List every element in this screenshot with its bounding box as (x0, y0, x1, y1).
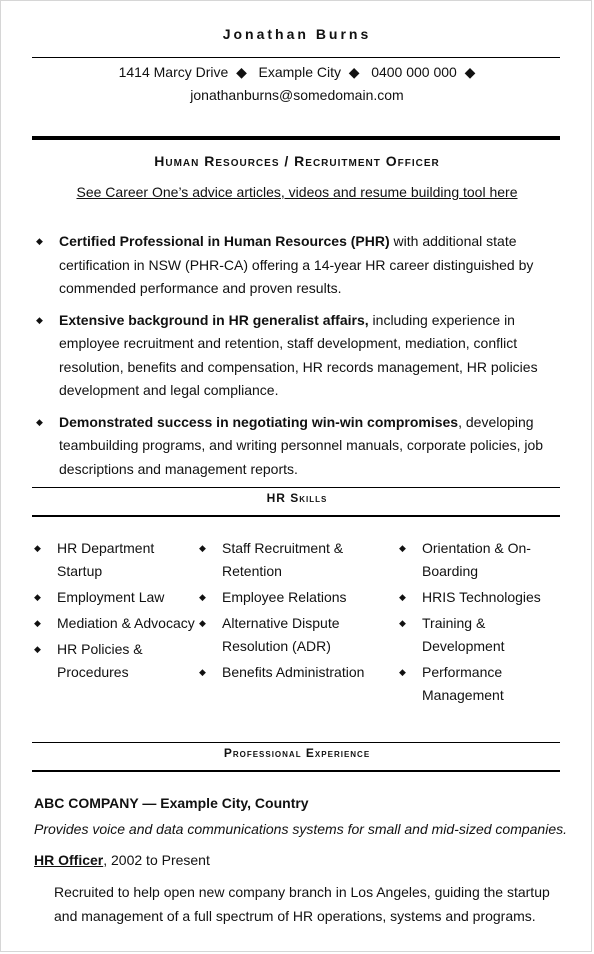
summary-text: , developing teambuilding programs, and writing personnel manuals, corporate policies, job descriptions and management reports. (59, 413, 544, 477)
skill-item: ◆ Staff Recruitment & Retention (199, 537, 399, 583)
skill-item: ◆ HRIS Technologies (399, 586, 554, 609)
skill-item: ◆ Alternative Dispute Resolution (ADR) (199, 612, 399, 658)
skills-column (399, 537, 554, 710)
summary-highlight: Demonstrated success in negotiating win-win compromises (59, 413, 459, 430)
role-title: HR Officer (34, 852, 104, 868)
skill-item: ◆ Benefits Administration (199, 661, 399, 684)
company-name: ABC COMPANY — Example City, Country (34, 795, 309, 811)
skills-bottom-rule (32, 515, 560, 517)
skill-item: ◆ Employee Relations (199, 586, 399, 609)
summary-list (36, 230, 561, 489)
thick-divider (32, 136, 560, 140)
summary-text: including experience in employee recruitment and retention, staff development, mediation, conflict resolution, benefits and compensation, HR records management, HR policies development and legal compliance. (59, 311, 538, 398)
bullet-icon: ◆ (199, 667, 206, 677)
skills-column (34, 537, 199, 710)
contact-address (1, 64, 592, 81)
role-dates: , 2002 to Present (103, 852, 210, 868)
email-address: jonathanburns@somedomain.com (190, 87, 404, 103)
diamond-icon: ◆ (344, 64, 368, 80)
experience-heading: Professional Experience (223, 746, 371, 760)
skills-column (199, 537, 399, 710)
summary-item (36, 309, 561, 403)
bullet-icon: ◆ (199, 618, 206, 628)
bullet-icon: ◆ (34, 592, 41, 602)
bullet-icon: ◆ (399, 543, 406, 553)
skill-item: ◆ Orientation & On-Boarding (399, 537, 554, 583)
summary-highlight: Extensive background in HR generalist affairs, (59, 311, 369, 328)
skill-item: ◆ Training & Development (399, 612, 554, 658)
phone-number: 0400 000 000 (371, 64, 457, 80)
city: Example City (258, 64, 341, 80)
bullet-icon: ◆ (399, 592, 406, 602)
company-description: Provides voice and data communications systems for small and mid-sized companies. (34, 821, 568, 837)
skills-grid (34, 537, 554, 710)
diamond-icon: ◆ (232, 64, 255, 80)
skill-item: ◆ Mediation & Advocacy (34, 612, 199, 635)
bullet-icon: ◆ (36, 314, 43, 325)
skills-heading: HR Skills (266, 491, 328, 505)
summary-item (36, 230, 561, 301)
summary-highlight: Certified Professional in Human Resources (PHR) (59, 233, 390, 249)
bullet-icon: ◆ (36, 416, 43, 427)
bullet-icon: ◆ (36, 236, 43, 246)
experience-bottom-rule (32, 770, 560, 772)
role-responsibility: Recruited to help open new company branch in Los Angeles, guiding the startup and management of a full spectrum of HR operations, systems and programs. (54, 884, 550, 924)
bullet-icon: ◆ (34, 644, 41, 654)
bullet-icon: ◆ (399, 667, 406, 677)
role-line (34, 852, 210, 868)
skill-item: ◆ HR Department Startup (34, 537, 199, 583)
bullet-icon: ◆ (34, 543, 41, 553)
skill-item: ◆ Employment Law (34, 586, 199, 609)
summary-item (36, 411, 561, 482)
candidate-name: Jonathan Burns (222, 26, 372, 42)
skill-item: ◆ Performance Management (399, 661, 554, 707)
bullet-icon: ◆ (34, 618, 41, 628)
bullet-icon: ◆ (199, 592, 206, 602)
skill-item: ◆ HR Policies & Procedures (34, 638, 199, 684)
street-address: 1414 Marcy Drive (118, 64, 229, 80)
job-title: Human Resources / Recruitment Officer (154, 153, 440, 169)
bullet-icon: ◆ (399, 618, 406, 628)
experience-top-rule (32, 742, 560, 743)
bullet-icon: ◆ (199, 543, 206, 553)
summary-text: with additional state certification in NSW (PHR-CA) offering a 14-year HR career distinguished by commended performance and proven results. (59, 233, 534, 296)
career-one-link[interactable]: See Career One’s advice articles, videos and resume building tool here (76, 184, 518, 200)
skills-top-rule (32, 487, 560, 488)
diamond-icon: ◆ (460, 64, 476, 80)
header-divider (32, 57, 560, 58)
